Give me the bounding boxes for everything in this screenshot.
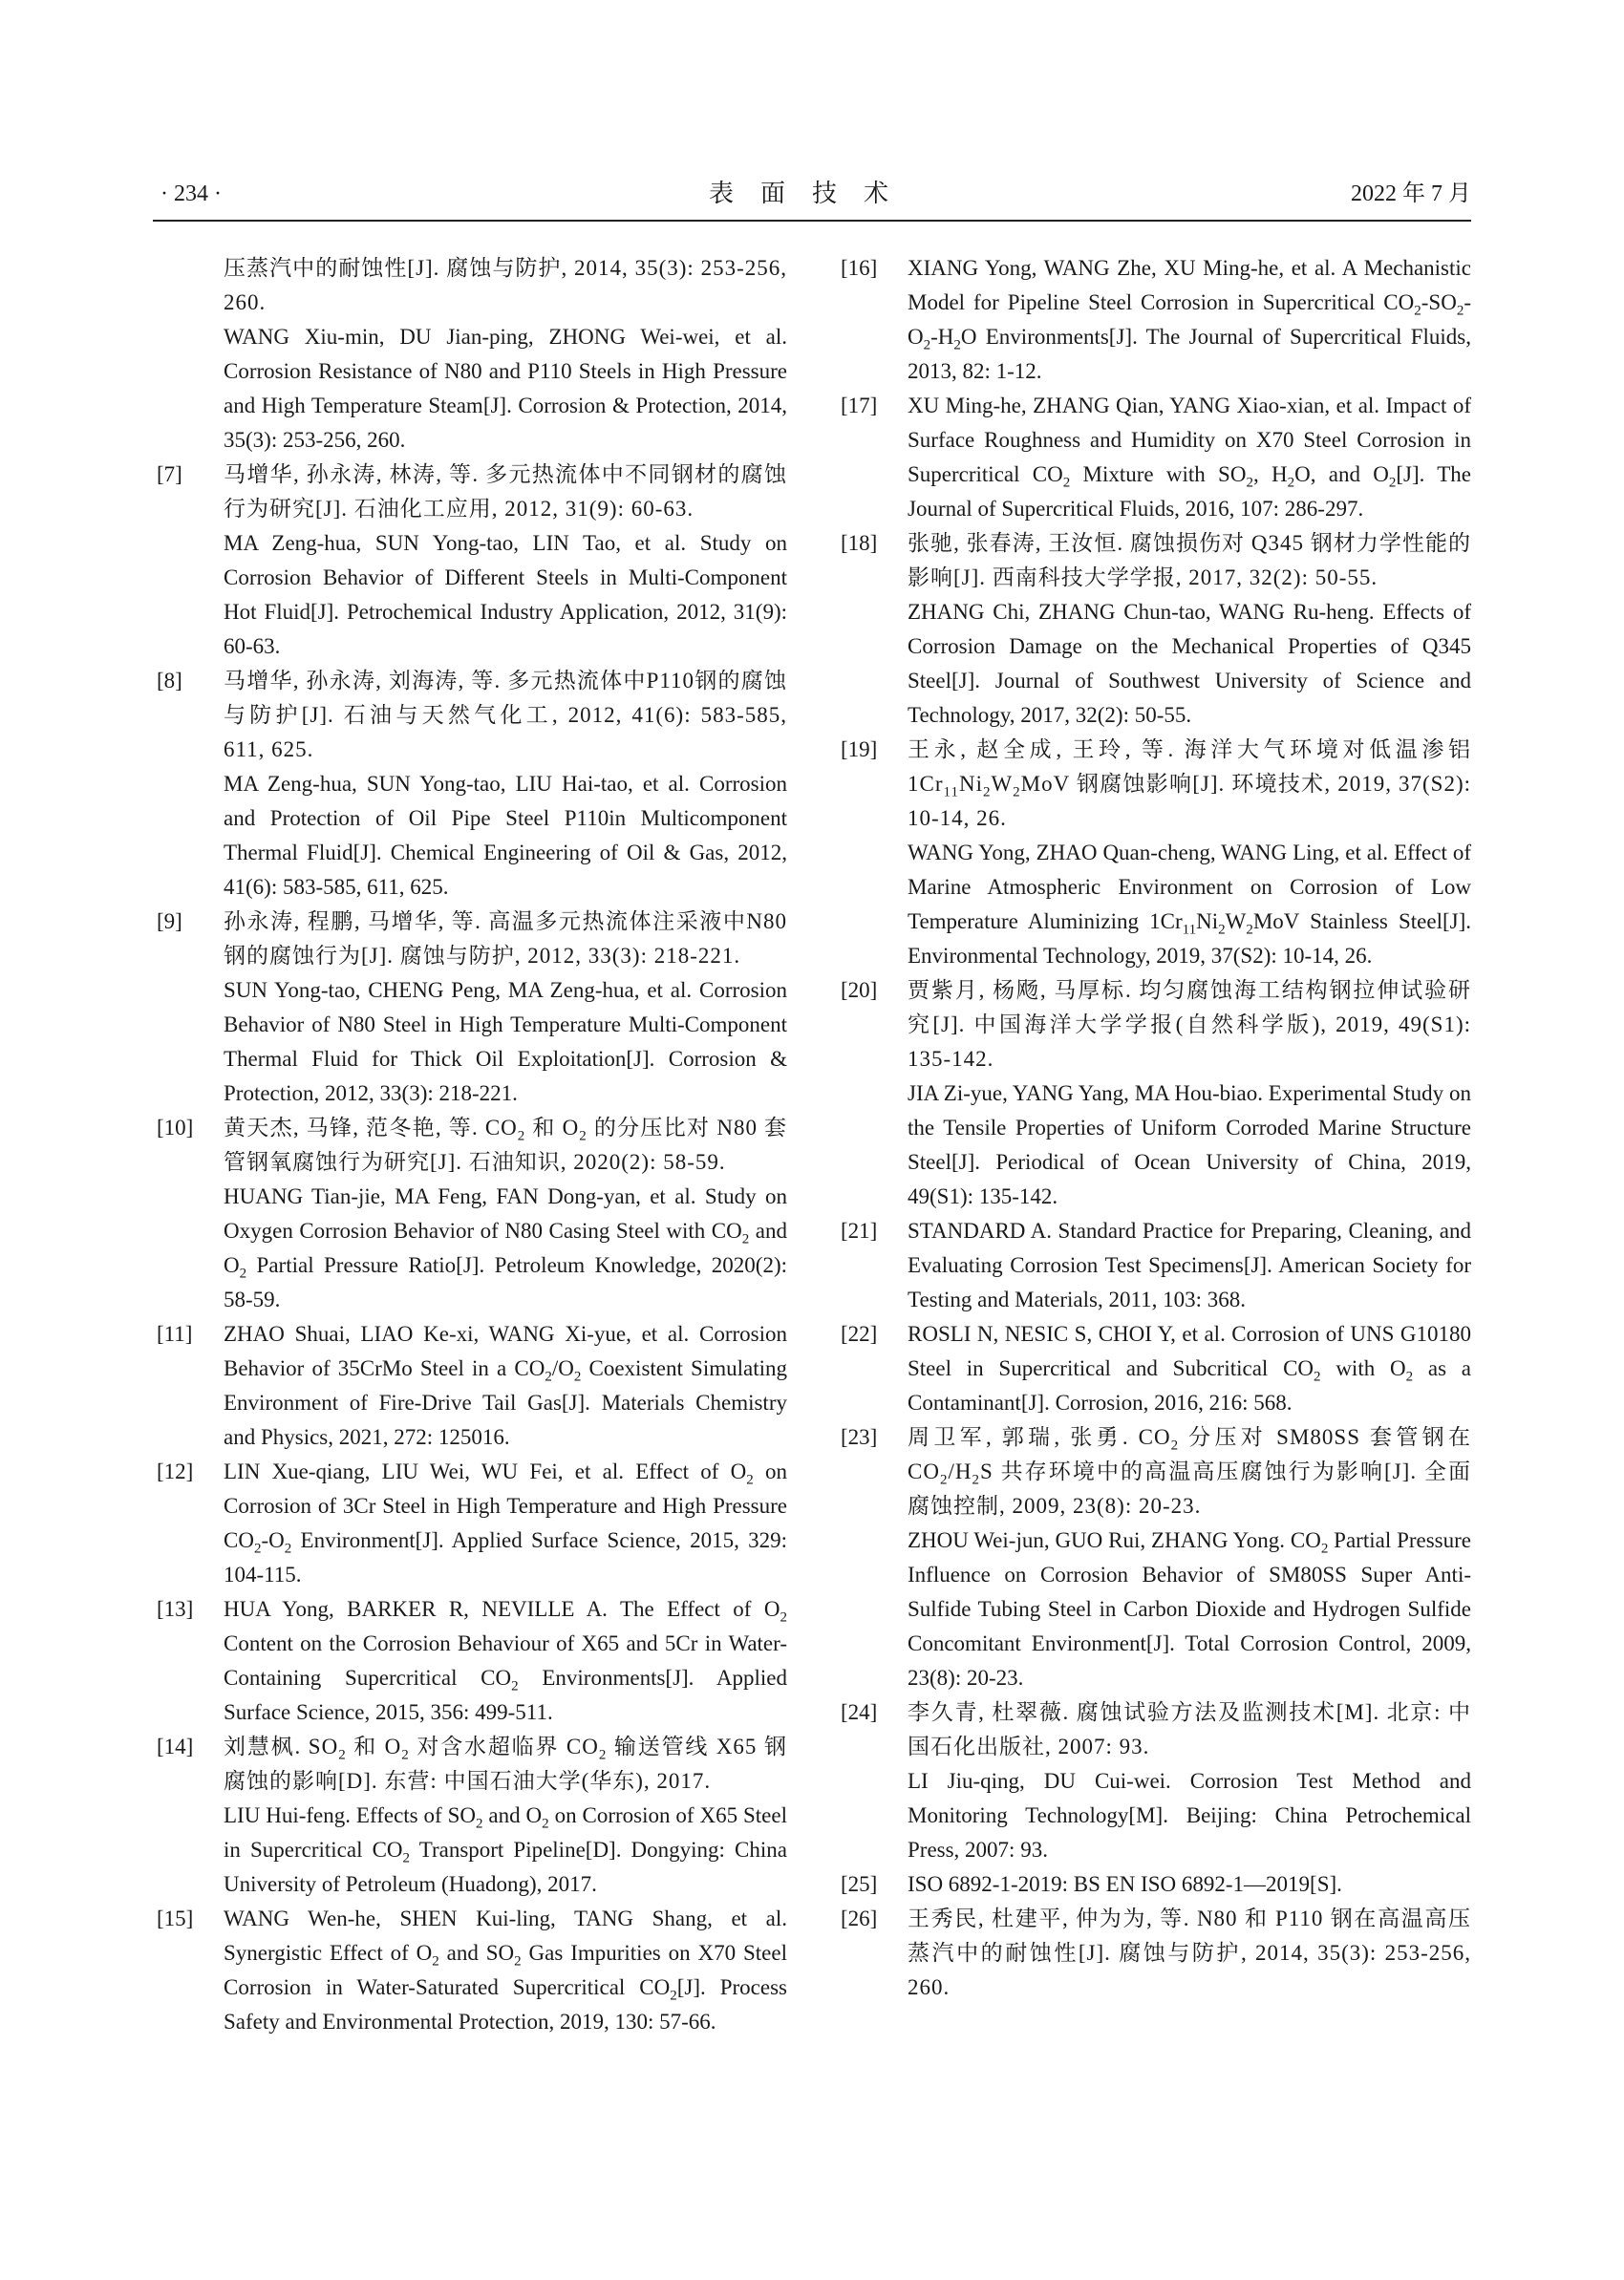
reference-text-english: LI Jiu-qing, DU Cui-wei. Corrosion Test Method and Monitoring Technology[M]. Beijing: China Petrochemical Press, 2007: 93. (908, 1769, 1471, 1862)
reference-number: [11] (157, 1322, 193, 1346)
reference-number: [23] (841, 1425, 878, 1449)
reference-column-left (157, 251, 787, 2039)
reference-entry (841, 1420, 1471, 1695)
reference-entry (841, 1867, 1471, 1902)
reference-entry (841, 526, 1471, 733)
reference-text-english: MA Zeng-hua, SUN Yong-tao, LIU Hai-tao, et al. Corrosion and Protection of Oil Pipe Steel P110in Multicomponent Thermal Fluid[J]. Chemical Engineering of Oil & Gas, 2012, 41(6): 583-585, 611, 625. (224, 772, 787, 899)
reference-number: [25] (841, 1872, 878, 1896)
reference-text-chinese: 马增华, 孙永涛, 林涛, 等. 多元热流体中不同钢材的腐蚀行为研究[J]. 石油化工应用, 2012, 31(9): 60-63. (224, 462, 787, 521)
reference-entry (157, 1317, 787, 1455)
reference-text-chinese: 刘慧枫. $SO_2$ 和 $O_2$ 对含水超临界 $CO_2$ 输送管线 X65 钢腐蚀的影响[D]. 东营: 中国石油大学(华东), 2017. (224, 1735, 787, 1793)
reference-entry (157, 905, 787, 1111)
reference-text-english: ZHOU Wei-jun, GUO Rui, ZHANG Yong. $CO_2$ Partial Pressure Influence on Corrosion Behavior of SM80SS Super Anti-Sulfide Tubing Steel in Carbon Dioxide and Hydrogen Sulfide Concomitant Environment[J]. Total Corrosion Control, 2009, 23(8): 20-23. (908, 1528, 1472, 1690)
reference-text-english: ISO 6892-1-2019: BS EN ISO 6892-1—2019[S]. (908, 1872, 1342, 1896)
reference-number: [8] (157, 669, 182, 693)
page-number: · 234 · (160, 181, 222, 206)
reference-text-chinese: 王永, 赵全成, 王玲, 等. 海洋大气环境对低温渗铝 $1Cr_{11}Ni_2W_2MoV$ 钢腐蚀影响[J]. 环境技术, 2019, 37(S2): 10-14, 26. (908, 737, 1471, 830)
reference-entry (157, 1902, 787, 2039)
reference-number: [16] (841, 256, 878, 280)
issue-date: 2022 年 7 月 (1351, 181, 1471, 206)
reference-number: [15] (157, 1907, 194, 1930)
reference-text-chinese: 黄天杰, 马锋, 范冬艳, 等. $CO_2$ 和 $O_2$ 的分压比对 N80 套管钢氧腐蚀行为研究[J]. 石油知识, 2020(2): 58-59. (224, 1116, 787, 1174)
reference-entry (841, 1695, 1471, 1867)
reference-text-english: ZHAO Shuai, LIAO Ke-xi, WANG Xi-yue, et al. Corrosion Behavior of 35CrMo Steel in a $CO_2/O_2$ Coexistent Simulating Environment of Fire-Drive Tail Gas[J]. Materials Chemistry and Physics, 2021, 272: 125016. (224, 1322, 787, 1449)
reference-text-chinese: 马增华, 孙永涛, 刘海涛, 等. 多元热流体中P110钢的腐蚀与防护[J]. 石油与天然气化工, 2012, 41(6): 583-585, 611, 625. (224, 669, 787, 761)
reference-entry (841, 1902, 1471, 2005)
reference-text-chinese: 压蒸汽中的耐蚀性[J]. 腐蚀与防护, 2014, 35(3): 253-256, 260. (224, 256, 787, 314)
reference-number: [20] (841, 978, 878, 1002)
reference-entry (157, 458, 787, 664)
reference-number: [10] (157, 1116, 194, 1140)
reference-text-chinese: 李久青, 杜翠薇. 腐蚀试验方法及监测技术[M]. 北京: 中国石化出版社, 2007: 93. (908, 1700, 1471, 1758)
reference-entry (841, 733, 1471, 973)
reference-text-english: LIN Xue-qiang, LIU Wei, WU Fei, et al. Effect of $O_2$ on Corrosion of 3Cr Steel in High Temperature and High Pressure $CO_2-O_2$ Environment[J]. Applied Surface Science, 2015, 329: 104-115. (224, 1460, 788, 1587)
reference-entry (157, 1592, 787, 1730)
reference-text-chinese: 贾紫月, 杨飏, 马厚标. 均匀腐蚀海工结构钢拉伸试验研究[J]. 中国海洋大学学报(自然科学版), 2019, 49(S1): 135-142. (908, 978, 1471, 1071)
reference-entry (157, 251, 787, 458)
reference-number: [22] (841, 1322, 878, 1346)
reference-number: [21] (841, 1219, 878, 1243)
reference-entry (157, 1111, 787, 1317)
page-header (153, 180, 1471, 218)
reference-entry (841, 389, 1471, 526)
reference-text-english: XU Ming-he, ZHANG Qian, YANG Xiao-xian, et al. Impact of Surface Roughness and Humidity on X70 Steel Corrosion in Supercritical $CO_2$ Mixture with $SO_2$, $H_2O$, and $O_2[J]$. The Journal of Supercritical Fluids, 2016, 107: 286-297. (908, 394, 1471, 521)
reference-text-english: JIA Zi-yue, YANG Yang, MA Hou-biao. Experimental Study on the Tensile Properties of Uniform Corroded Marine Structure Steel[J]. Periodical of Ocean University of China, 2019, 49(S1): 135-142. (908, 1081, 1471, 1208)
reference-entry (157, 664, 787, 905)
reference-entry (157, 1455, 787, 1592)
reference-entry (841, 1214, 1471, 1317)
reference-number: [19] (841, 737, 878, 761)
reference-text-english: WANG Yong, ZHAO Quan-cheng, WANG Ling, et al. Effect of Marine Atmospheric Environment on Corrosion of Low Temperature Aluminizing $1Cr_{11}Ni_2W_2MoV$ Stainless Steel[J]. Environmental Technology, 2019, 37(S2): 10-14, 26. (908, 841, 1471, 968)
reference-text-english: HUANG Tian-jie, MA Feng, FAN Dong-yan, et al. Study on Oxygen Corrosion Behavior of N80 Casing Steel with $CO_2$ and $O_2$ Partial Pressure Ratio[J]. Petroleum Knowledge, 2020(2): 58-59. (224, 1184, 787, 1311)
reference-number: [26] (841, 1907, 878, 1930)
reference-number: [17] (841, 394, 878, 417)
reference-text-chinese: 周卫军, 郭瑞, 张勇. $CO_2$ 分压对 SM80SS 套管钢在 $CO_2/H_2S$ 共存环境中的高温高压腐蚀行为影响[J]. 全面腐蚀控制, 2009, 23(8): 20-23. (908, 1425, 1471, 1518)
reference-number: [14] (157, 1735, 194, 1758)
reference-text-english: HUA Yong, BARKER R, NEVILLE A. The Effect of $O_2$ Content on the Corrosion Behaviour of X65 and 5Cr in Water-Containing Supercritical $CO_2$ Environments[J]. Applied Surface Science, 2015, 356: 499-511. (224, 1597, 787, 1724)
journal-title: 表面技术 (708, 180, 915, 207)
reference-text-english: LIU Hui-feng. Effects of $SO_2$ and $O_2$ on Corrosion of X65 Steel in Supercritical $CO_2$ Transport Pipeline[D]. Dongying: China University of Petroleum (Huadong), 2017. (224, 1803, 787, 1896)
reference-text-english: SUN Yong-tao, CHENG Peng, MA Zeng-hua, et al. Corrosion Behavior of N80 Steel in High Temperature Multi-Component Thermal Fluid for Thick Oil Exploitation[J]. Corrosion & Protection, 2012, 33(3): 218-221. (224, 978, 787, 1105)
reference-text-english: ZHANG Chi, ZHANG Chun-tao, WANG Ru-heng. Effects of Corrosion Damage on the Mechanical Properties of Q345 Steel[J]. Journal of Southwest University of Science and Technology, 2017, 32(2): 50-55. (908, 600, 1471, 727)
reference-number: [7] (157, 462, 182, 486)
reference-column-right (841, 251, 1471, 2005)
reference-text-chinese: 张驰, 张春涛, 王汝恒. 腐蚀损伤对 Q345 钢材力学性能的影响[J]. 西南科技大学学报, 2017, 32(2): 50-55. (908, 531, 1471, 589)
reference-number: [24] (841, 1700, 878, 1724)
reference-entry (841, 251, 1471, 389)
reference-text-chinese: 王秀民, 杜建平, 仲为为, 等. N80 和 P110 钢在高温高压蒸汽中的耐蚀性[J]. 腐蚀与防护, 2014, 35(3): 253-256, 260. (908, 1907, 1471, 1999)
reference-entry (157, 1730, 787, 1902)
reference-entry (841, 973, 1471, 1214)
reference-text-english: MA Zeng-hua, SUN Yong-tao, LIN Tao, et al. Study on Corrosion Behavior of Different Steels in Multi-Component Hot Fluid[J]. Petrochemical Industry Application, 2012, 31(9): 60-63. (224, 531, 787, 658)
header-rule (153, 220, 1471, 222)
reference-number: [9] (157, 909, 182, 933)
reference-text-english: XIANG Yong, WANG Zhe, XU Ming-he, et al. A Mechanistic Model for Pipeline Steel Corrosion in Supercritical $CO_2-SO_2-O_2-H_2O$ Environments[J]. The Journal of Supercritical Fluids, 2013, 82: 1-12. (908, 256, 1471, 383)
reference-number: [18] (841, 531, 878, 555)
reference-text-english: WANG Xiu-min, DU Jian-ping, ZHONG Wei-wei, et al. Corrosion Resistance of N80 and P110 Steels in High Pressure and High Temperature Steam[J]. Corrosion & Protection, 2014, 35(3): 253-256, 260. (224, 325, 787, 452)
reference-text-english: STANDARD A. Standard Practice for Preparing, Cleaning, and Evaluating Corrosion Test Specimens[J]. American Society for Testing and Materials, 2011, 103: 368. (908, 1219, 1471, 1311)
reference-entry (841, 1317, 1471, 1420)
reference-text-english: ROSLI N, NESIC S, CHOI Y, et al. Corrosion of UNS G10180 Steel in Supercritical and Subcritical $CO_2$ with $O_2$ as a Contaminant[J]. Corrosion, 2016, 216: 568. (908, 1322, 1472, 1415)
reference-number: [12] (157, 1460, 194, 1483)
reference-text-chinese: 孙永涛, 程鹏, 马增华, 等. 高温多元热流体注采液中N80 钢的腐蚀行为[J]. 腐蚀与防护, 2012, 33(3): 218-221. (224, 909, 787, 968)
reference-text-english: WANG Wen-he, SHEN Kui-ling, TANG Shang, et al. Synergistic Effect of $O_2$ and $SO_2$ Gas Impurities on X70 Steel Corrosion in Water-Saturated Supercritical $CO_2[J]$. Process Safety and Environmental Protection, 2019, 130: 57-66. (224, 1907, 787, 2034)
reference-number: [13] (157, 1597, 194, 1621)
